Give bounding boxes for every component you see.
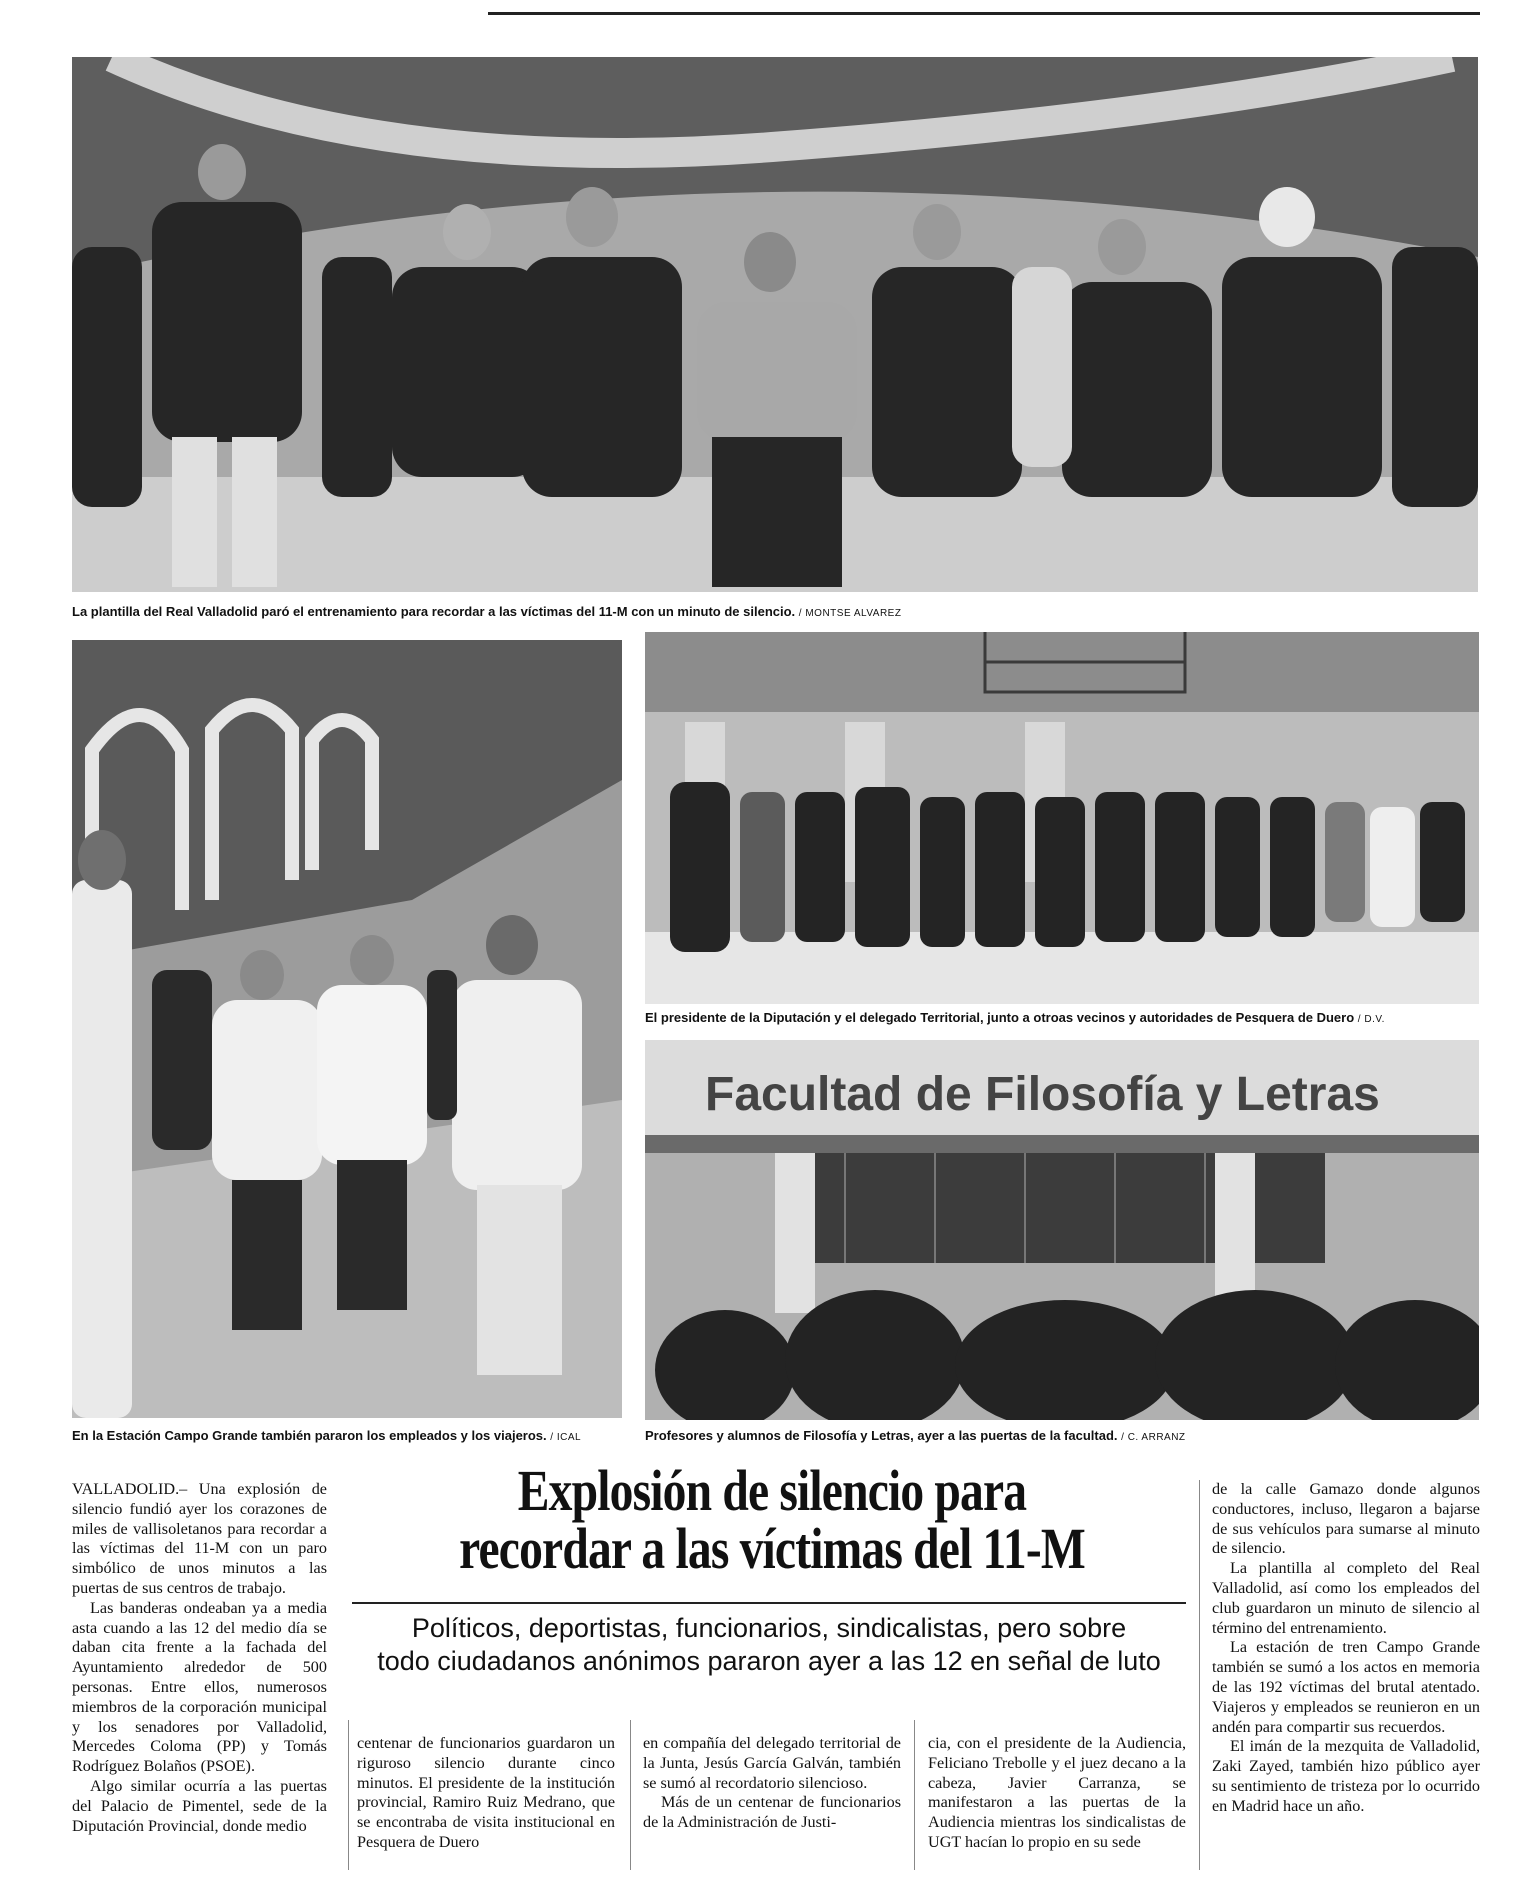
dateline: VALLADOLID.–: [72, 1480, 188, 1498]
column-4-paragraph-1: cia, con el presidente de la Audiencia, Feliciano Trebolle y el juez decano a la cabeza, Javier Carranza, se manifestaron a las puertas de la Audiencia mientras los sindicalistas de UGT hacían lo propio en su sede: [928, 1734, 1186, 1851]
column-rule: [1199, 1480, 1200, 1870]
team-photo-illustration: [72, 57, 1478, 592]
column-1-paragraph-1-text: Una explosión de silencio fundió ayer los corazones de miles de vallisoletanos para recordar a las víctimas del 11-M con un paro simbólico de unos minutos a las puertas de sus centros de trabajo.: [72, 1480, 327, 1597]
station-photo-credit: / ICAL: [550, 1432, 582, 1443]
column-3-paragraph-2: Más de un centenar de funcionarios de la Administración de Justi-: [643, 1793, 901, 1832]
column-5-paragraph-2: La plantilla al completo del Real Valladolid, así como los empleados del club guardaron un minuto de silencio al término del entrenamiento.: [1212, 1559, 1480, 1637]
diputacion-photo-credit: / D.V.: [1357, 1014, 1385, 1025]
column-5-paragraph-3: La estación de tren Campo Grande también se sumó a los actos en memoria de las 192 víctimas del brutal atentado. Viajeros y empleados se reunieron en un andén para compartir sus recuerdos.: [1212, 1638, 1480, 1736]
deck-rule: [352, 1602, 1186, 1604]
diputacion-photo-caption: [645, 1010, 1385, 1025]
column-3-paragraph-1: en compañía del delegado territorial de la Junta, Jesús García Galván, también se sumó al recordatorio silencioso.: [643, 1734, 901, 1792]
team-photo: [72, 57, 1478, 592]
team-photo-caption: [72, 604, 901, 619]
deck-line-2: todo ciudadanos anónimos pararon ayer a las 12 en señal de luto: [377, 1646, 1161, 1676]
column-rule: [348, 1720, 349, 1870]
facultad-photo: [645, 1040, 1479, 1420]
column-2-paragraph-1: centenar de funcionarios guardaron un riguroso silencio durante cinco minutos. El presidente de la institución provincial, Ramiro Ruiz Medrano, que se encontraba de visita institucional en Pesquera de Duero: [357, 1734, 615, 1851]
team-photo-credit: / MONTSE ALVAREZ: [798, 608, 902, 619]
station-photo-caption-text: En la Estación Campo Grande también pararon los empleados y los viajeros.: [72, 1428, 547, 1443]
article-deck: [352, 1612, 1186, 1678]
column-1-paragraph-2: Las banderas ondeaban ya a media asta cuando a las 12 del medio día se daban cita frente a la fachada del Ayuntamiento alrededor de 500 personas. Entre ellos, numerosos miembros de la corporación municipal y los senadores por Valladolid, Mercedes Coloma (PP) y Tomás Rodríguez Bolaños (PSOE).: [72, 1598, 327, 1776]
facultad-photo-caption: [645, 1428, 1186, 1443]
diputacion-photo: [645, 632, 1479, 1004]
facultad-photo-illustration: [645, 1040, 1479, 1420]
article-column-1: [72, 1480, 327, 1836]
station-photo-illustration: [72, 640, 622, 1418]
facultad-photo-caption-text: Profesores y alumnos de Filosofía y Letras, ayer a las puertas de la facultad.: [645, 1428, 1118, 1443]
column-rule: [630, 1720, 631, 1870]
station-photo: [72, 640, 622, 1418]
top-rule: [488, 12, 1480, 15]
headline-line-2: recordar a las víctimas del 11-M: [459, 1516, 1085, 1581]
column-1-paragraph-3: Algo similar ocurría a las puertas del Palacio de Pimentel, sede de la Diputación Provincial, donde medio: [72, 1776, 327, 1835]
deck-line-1: Políticos, deportistas, funcionarios, sindicalistas, pero sobre: [411, 1613, 1127, 1643]
article-column-5: [1212, 1480, 1480, 1817]
article-headline: [428, 1458, 1117, 1581]
column-1-paragraph-1: [72, 1480, 327, 1599]
article-column-2: [357, 1734, 615, 1853]
station-photo-caption: [72, 1428, 581, 1443]
diputacion-photo-caption-text: El presidente de la Diputación y el delegado Territorial, junto a otroas vecinos y autoridades de Pesquera de Duero: [645, 1010, 1355, 1025]
diputacion-photo-illustration: [645, 632, 1479, 1004]
facultad-sign: Facultad de Filosofía y Letras: [705, 1068, 1380, 1121]
column-rule: [914, 1720, 915, 1870]
article-column-3: [643, 1734, 901, 1833]
article-column-4: [928, 1734, 1186, 1853]
column-5-paragraph-4: El imán de la mezquita de Valladolid, Zaki Zayed, también hizo público ayer su sentimiento de tristeza por lo ocurrido en Madrid hace un año.: [1212, 1737, 1480, 1815]
facultad-photo-credit: / C. ARRANZ: [1121, 1432, 1186, 1443]
column-5-paragraph-1: de la calle Gamazo donde algunos conductores, incluso, llegaron a bajarse de sus vehículos para sumarse al minuto de silencio.: [1212, 1480, 1480, 1558]
team-photo-caption-text: La plantilla del Real Valladolid paró el entrenamiento para recordar a las víctimas del 11-M con un minuto de silencio.: [72, 604, 796, 619]
headline-line-1: Explosión de silencio para: [517, 1458, 1027, 1523]
